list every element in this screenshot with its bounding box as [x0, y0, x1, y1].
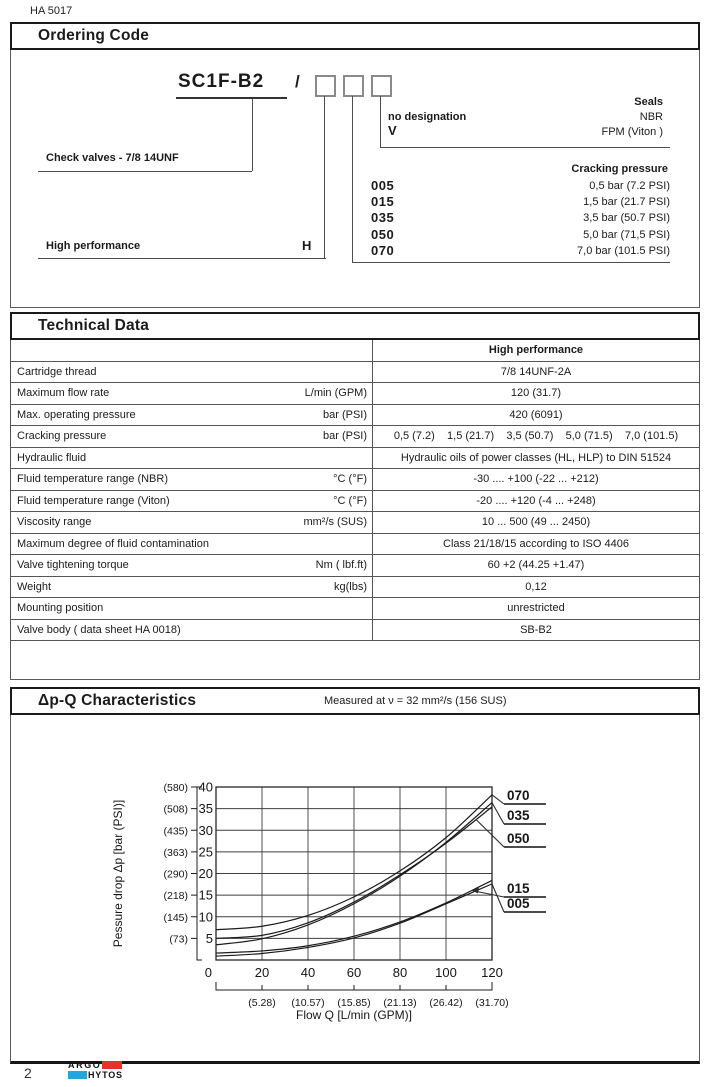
table-row: [11, 598, 700, 620]
ordering-separator: /: [295, 72, 300, 91]
cracking-code: 050: [371, 226, 395, 242]
table-row: [11, 426, 700, 448]
seal-v-code: V: [388, 123, 397, 138]
svg-text:(218): (218): [163, 890, 188, 903]
cracking-pressure-heading: Cracking pressure: [571, 163, 668, 175]
parameter-name: Fluid temperature range (NBR): [17, 473, 169, 486]
cracking-value: 1,5 bar (21.7 PSI): [583, 196, 670, 209]
svg-text:(508): (508): [163, 803, 188, 816]
logo-text-argo: ARGO: [68, 1060, 102, 1070]
ordering-code-header: [10, 22, 700, 50]
table-header-row: [11, 340, 700, 361]
parameter-name: Weight: [17, 580, 52, 593]
curve-label-005: 005: [507, 896, 530, 911]
table-row: [11, 619, 700, 641]
parameter-value: Hydraulic oils of power classes (HL, HLP) to DIN 51524: [373, 447, 700, 469]
cracking-code: 005: [371, 178, 395, 193]
cracking-code: 015: [371, 194, 395, 210]
connector-box3: [380, 96, 381, 147]
svg-text:5: 5: [205, 930, 213, 946]
seal-option: NBR: [639, 111, 663, 123]
parameter-value: -30 .... +100 (-22 ... +212): [373, 469, 700, 491]
page-number: 2: [24, 1065, 32, 1081]
cracking-value: 3,5 bar (50.7 PSI): [583, 212, 670, 225]
curve-label-015: 015: [507, 881, 530, 896]
svg-text:40: 40: [198, 779, 213, 795]
table-row: [11, 469, 700, 491]
table-row: [11, 576, 700, 598]
cracking-row: [371, 210, 670, 226]
argo-hytos-logo: [68, 1061, 130, 1081]
logo-red-block: [102, 1061, 122, 1069]
parameter-unit: °C (°F): [333, 494, 367, 507]
underline-seals: [380, 147, 670, 148]
cracking-row: [371, 194, 670, 210]
parameter-value: 0,12: [373, 576, 700, 598]
svg-text:(435): (435): [163, 825, 188, 838]
svg-text:60: 60: [346, 965, 362, 980]
cracking-row: [371, 243, 670, 259]
logo-blue-block: [68, 1071, 87, 1079]
parameter-value: 120 (31.7): [373, 383, 700, 405]
ordering-code-box-2: [343, 75, 364, 97]
curve-label-070: 070: [507, 788, 530, 803]
seals-block: [601, 95, 663, 140]
parameter-name: Cartridge thread: [17, 365, 97, 378]
parameter-unit: Nm ( lbf.ft): [315, 559, 367, 572]
connector-box2: [352, 96, 353, 262]
parameter-name: Valve body ( data sheet HA 0018): [17, 623, 181, 636]
parameter-value: Class 21/18/15 according to ISO 4406: [373, 533, 700, 555]
parameter-value: -20 .... +120 (-4 ... +248): [373, 490, 700, 512]
ordering-base-code: SC1F-B2: [178, 71, 265, 92]
cracking-code: 035: [371, 210, 395, 226]
table-row: [11, 383, 700, 405]
svg-text:(580): (580): [163, 782, 188, 794]
svg-text:(73): (73): [169, 933, 188, 946]
parameter-value: 10 ... 500 (49 ... 2450): [373, 512, 700, 534]
technical-data-title: Technical Data: [38, 317, 150, 334]
table-row: [11, 512, 700, 534]
underline-cracking: [352, 262, 670, 263]
parameter-unit: °C (°F): [333, 473, 367, 486]
ordering-code-box-1: [315, 75, 336, 97]
svg-text:Flow Q [L/min (GPM)]: Flow Q [L/min (GPM)]: [295, 1008, 413, 1022]
svg-text:0: 0: [204, 965, 212, 980]
pq-characteristics-header: [10, 687, 700, 715]
svg-text:40: 40: [300, 965, 316, 980]
svg-text:(363): (363): [163, 846, 188, 859]
seals-heading: Seals: [634, 96, 663, 108]
pq-characteristics-title: Δp-Q Characteristics: [38, 692, 197, 709]
svg-text:(26.42): (26.42): [429, 997, 463, 1009]
svg-text:(21.13): (21.13): [383, 997, 417, 1009]
table-row: [11, 490, 700, 512]
technical-table-body: [11, 340, 700, 641]
svg-text:10: 10: [198, 909, 213, 925]
parameter-name: Mounting position: [17, 602, 104, 615]
high-performance-label: High performance: [46, 240, 141, 252]
no-designation-label: no designation: [388, 111, 467, 123]
technical-data-table: [10, 340, 700, 641]
parameter-unit: mm²/s (SUS): [303, 516, 367, 529]
svg-text:30: 30: [198, 822, 213, 838]
pq-measurement-note: Measured at ν = 32 mm²/s (156 SUS): [324, 695, 507, 707]
svg-text:Pessure drop Δp [bar (PSI)]: Pessure drop Δp [bar (PSI)]: [111, 799, 125, 948]
ordering-code-title: Ordering Code: [38, 27, 150, 44]
table-header-left: [11, 340, 373, 361]
cracking-row: [371, 227, 670, 243]
svg-text:25: 25: [198, 844, 213, 860]
svg-text:120: 120: [481, 965, 503, 980]
table-row: [11, 533, 700, 555]
parameter-name: Maximum flow rate: [17, 387, 110, 400]
svg-text:(5.28): (5.28): [248, 997, 276, 1009]
svg-text:20: 20: [254, 965, 270, 980]
check-valves-label: Check valves - 7/8 14UNF: [46, 152, 179, 164]
parameter-unit: L/min (GPM): [304, 387, 367, 400]
underline-check-valves: [38, 171, 252, 172]
technical-data-header: [10, 312, 700, 340]
parameter-value: SB-B2: [373, 619, 700, 641]
cracking-value: 5,0 bar (71,5 PSI): [583, 228, 670, 241]
high-performance-code: H: [302, 238, 312, 253]
svg-text:(31.70): (31.70): [475, 997, 509, 1009]
connector-base-code: [252, 99, 253, 171]
doc-code: HA 5017: [30, 5, 73, 17]
svg-text:35: 35: [198, 801, 213, 817]
logo-text-hytos: HYTOS: [88, 1070, 123, 1080]
underline-high-performance: [38, 258, 326, 259]
parameter-value: 420 (6091): [373, 404, 700, 426]
parameter-name: Maximum degree of fluid contamination: [17, 537, 209, 550]
table-row: [11, 361, 700, 383]
svg-text:80: 80: [392, 965, 408, 980]
cracking-code: 070: [371, 242, 395, 258]
parameter-name: Cracking pressure: [17, 430, 107, 443]
pq-chart-svg: [10, 715, 700, 1064]
curve-label-050: 050: [507, 831, 530, 846]
curve-label-035: 035: [507, 808, 530, 823]
parameter-value: 60 +2 (44.25 +1.47): [373, 555, 700, 577]
parameter-value: unrestricted: [373, 598, 700, 620]
parameter-unit: kg(lbs): [333, 580, 367, 593]
svg-text:(10.57): (10.57): [291, 997, 325, 1009]
parameter-name: Max. operating pressure: [17, 408, 136, 421]
table-row: [11, 404, 700, 426]
ordering-code-box-3: [371, 75, 392, 97]
seal-option: FPM (Viton ): [601, 126, 663, 138]
cracking-value: 0,5 bar (7.2 PSI): [589, 180, 670, 192]
svg-text:100: 100: [435, 965, 457, 980]
parameter-name: Fluid temperature range (Viton): [17, 494, 170, 507]
svg-text:(145): (145): [163, 911, 188, 924]
base-code-underline: [176, 97, 287, 99]
table-row: [11, 555, 700, 577]
table-header-value: High performance: [373, 340, 700, 361]
cracking-pressure-rows: [371, 178, 670, 259]
table-row: [11, 447, 700, 469]
connector-box1: [324, 96, 325, 258]
parameter-name: Hydraulic fluid: [17, 451, 87, 464]
svg-text:(290): (290): [163, 868, 188, 881]
parameter-value: 0,5 (7.2) 1,5 (21.7) 3,5 (50.7) 5,0 (71.5) 7,0 (101.5): [373, 426, 700, 448]
parameter-name: Viscosity range: [17, 516, 92, 529]
parameter-value: 7/8 14UNF-2A: [373, 361, 700, 383]
parameter-unit: bar (PSI): [322, 408, 367, 421]
svg-text:20: 20: [198, 866, 213, 881]
svg-text:15: 15: [198, 887, 213, 903]
parameter-unit: bar (PSI): [322, 430, 367, 443]
cracking-value: 7,0 bar (101.5 PSI): [577, 244, 670, 257]
parameter-name: Valve tightening torque: [17, 559, 129, 572]
cracking-row: [371, 178, 670, 194]
svg-text:(15.85): (15.85): [337, 997, 371, 1009]
